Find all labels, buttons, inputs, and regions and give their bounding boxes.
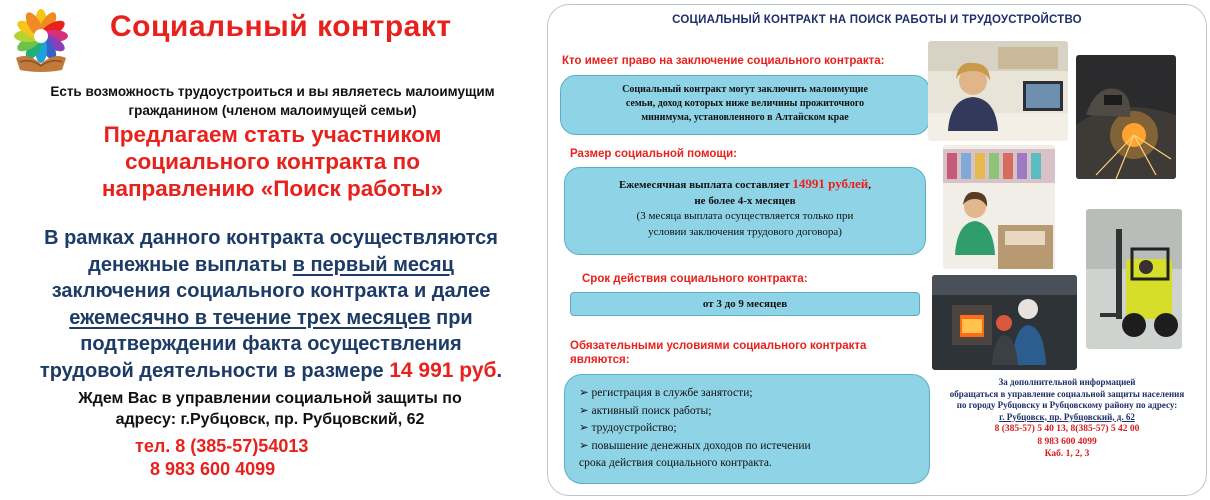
arrow-bullet-icon: ➢ (579, 439, 592, 452)
conditions-box: ➢ регистрация в службе занятости; ➢ активный поиск работы; ➢ трудоустройство; ➢ повышение денежных доходов по истечении срока действия социального контракта. (564, 374, 930, 484)
arrow-bullet-icon: ➢ (579, 387, 592, 399)
payment-amount: 14 991 руб (389, 358, 497, 382)
flower-hands-logo-icon (10, 8, 72, 74)
list-item: ➢ трудоустройство; (579, 422, 677, 434)
photo-welder (1076, 55, 1176, 179)
heading-aid-amount: Размер социальной помощи: (570, 148, 737, 160)
list-item: ➢ регистрация в службе занятости; (579, 387, 753, 399)
right-poster (547, 4, 1207, 496)
flyer-phones: тел. 8 (385-57)54013 8 983 600 4099 (135, 436, 309, 479)
photo-forklift (1086, 209, 1182, 349)
flyer-offer: Предлагаем стать участником социального контракта по направлению «Поиск работы» (101, 122, 444, 201)
eligibility-box: Социальный контракт могут заключить малоимущие семьи, доход которых ниже величины прожиточного минимума, установленного в Алтайском крае (560, 75, 930, 135)
list-item: ➢ активный поиск работы; (579, 404, 712, 417)
photo-office-worker (928, 41, 1068, 141)
flyer-address: Ждем Вас в управлении социальной защиты по адресу: г.Рубцовск, пр. Рубцовский, 62 (78, 390, 462, 428)
flyer-subtitle: Есть возможность трудоустроиться и вы являетесь малоимущим гражданином (членом малоимущей семьи) (50, 84, 495, 118)
left-flyer (0, 0, 540, 500)
arrow-bullet-icon: ➢ (579, 422, 592, 434)
heading-conditions: Обязательными условиями социального контракта являются: (570, 340, 867, 366)
aid-money: 14991 рублей (792, 176, 869, 191)
flyer-title: Социальный контракт (110, 10, 452, 43)
duration-box: от 3 до 9 месяцев (570, 292, 920, 316)
poster-title: СОЦИАЛЬНЫЙ КОНТРАКТ НА ПОИСК РАБОТЫ И ТРУДОУСТРОЙСТВО (672, 14, 1082, 26)
photo-shop-assistant (943, 145, 1055, 269)
aid-amount-box: Ежемесячная выплата составляет 14991 рублей, не более 4-х месяцев (3 месяца выплата осуществляется только при условии заключения трудового договора) (564, 167, 926, 255)
flyer-body: В рамках данного контракта осуществляются денежные выплаты в первый месяц заключения социального контракта и далее ежемесячно в течение трех месяцев при подтверждении факта осуществления трудовой деятельности в размере 14 991 руб. (39, 227, 503, 382)
heading-eligibility: Кто имеет право на заключение социального контракта: (562, 55, 885, 67)
arrow-bullet-icon: ➢ (579, 404, 592, 417)
contact-info: За дополнительной информацией обращаться в управление социальной защиты населения по городу Рубцовску и Рубцовскому району по адресу: г. Рубцовск, пр. Рубцовский, д. 62 8 (385-57) 5 40 13, 8(385-57) 5 42 00 8 983 600 4099 Каб. 1, 2, 3 (949, 377, 1185, 459)
heading-duration: Срок действия социального контракта: (582, 273, 808, 285)
list-item: ➢ повышение денежных доходов по истечении (579, 439, 811, 452)
photo-furnace-workers (932, 275, 1077, 370)
